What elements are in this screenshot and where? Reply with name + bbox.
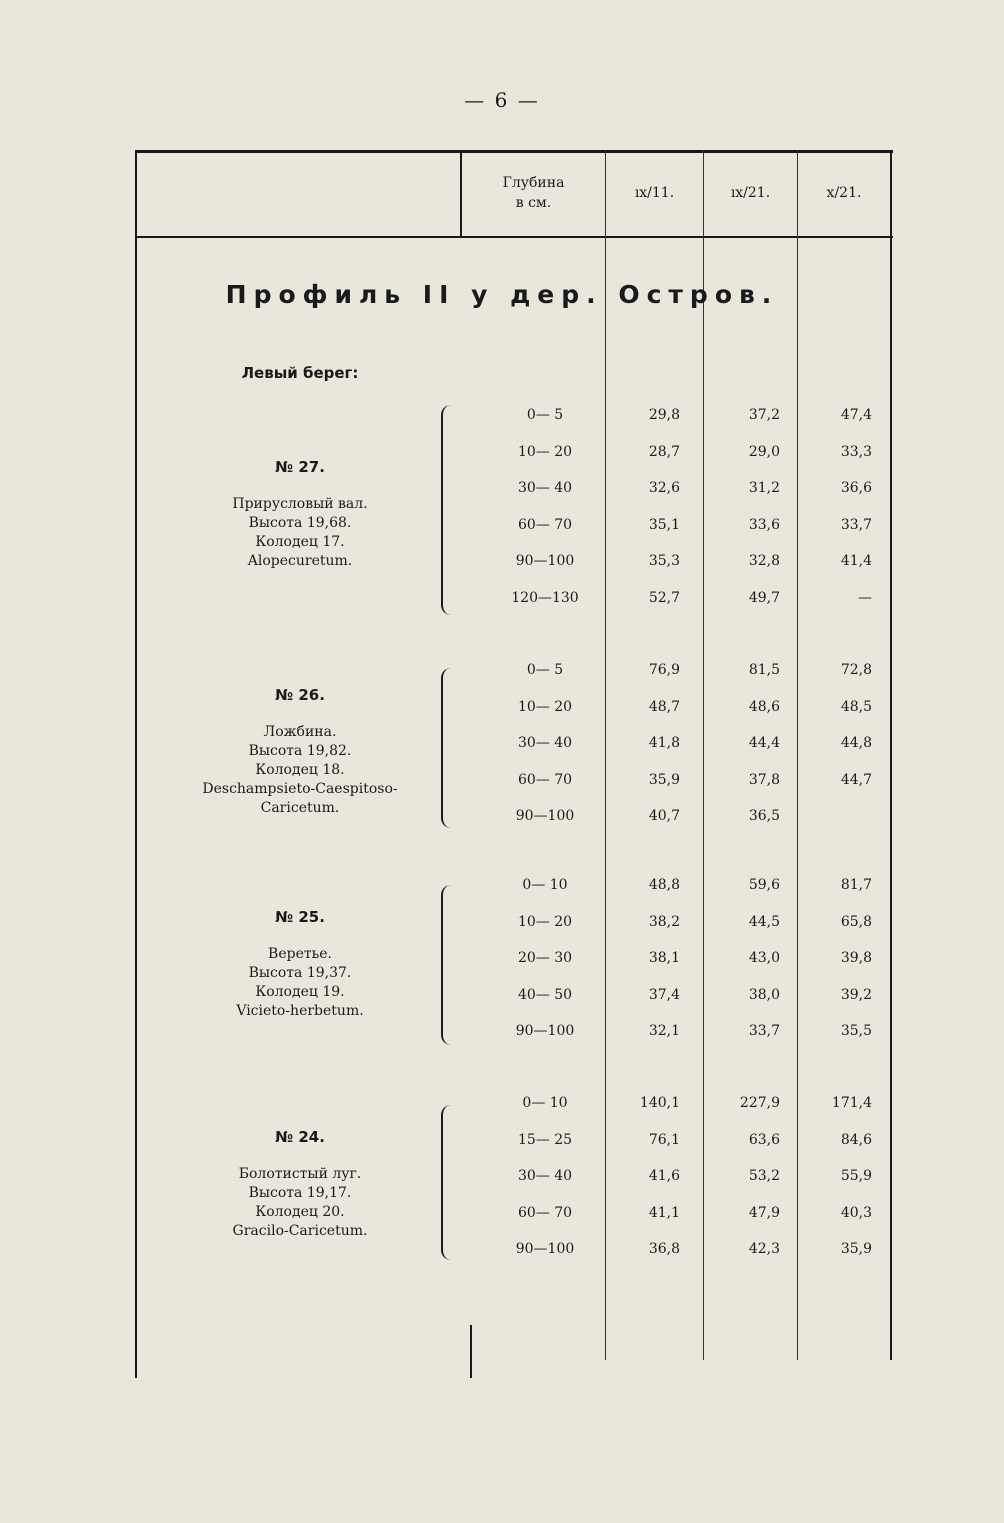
value-cell-c: 39,2 — [840, 986, 872, 1003]
header-col-b: ıx/21. — [730, 185, 771, 201]
group-line: Прирусловый вал. — [232, 496, 368, 512]
value-cell-b: 31,2 — [748, 480, 780, 496]
value-cell-b: 227,9 — [739, 1095, 780, 1111]
depth-cell: 30— 40 — [517, 735, 573, 751]
value-cell-b: 43,0 — [748, 950, 780, 966]
depth-cell: 10— 20 — [517, 698, 573, 715]
group-line: Колодец 17. — [255, 534, 345, 550]
left-border — [135, 150, 137, 1378]
value-cell-c: 33,3 — [840, 443, 872, 460]
group-line: Колодец 18. — [255, 762, 345, 778]
value-cell-b: 33,7 — [748, 1023, 780, 1039]
value-cell-a: 41,1 — [648, 1204, 680, 1221]
header-depth: Глубина в см. — [502, 175, 565, 211]
value-cell-b: 37,8 — [748, 771, 780, 788]
depth-cell: 0— 5 — [526, 407, 564, 423]
group-number: № 25. — [275, 908, 325, 926]
value-cell-b: 38,0 — [748, 986, 780, 1003]
depth-cell: 0— 5 — [526, 662, 564, 678]
brace — [441, 1105, 457, 1260]
value-cell-a: 32,1 — [648, 1023, 680, 1039]
value-cell-a: 35,9 — [648, 771, 680, 788]
value-cell-c: — — [858, 589, 872, 606]
bank-label: Левый берег: — [241, 364, 359, 382]
value-cell-b: 63,6 — [748, 1131, 780, 1148]
value-cell-a: 76,1 — [648, 1131, 680, 1148]
value-cell-a: 76,9 — [648, 662, 680, 678]
value-cell-b: 33,6 — [748, 516, 780, 533]
value-cell-c: 171,4 — [831, 1095, 872, 1111]
group-line: Caricetum. — [260, 800, 340, 816]
depth-cell: 15— 25 — [517, 1131, 573, 1148]
depth-cell: 120—130 — [511, 589, 579, 606]
value-cell-a: 41,8 — [648, 735, 680, 751]
depth-cell: 60— 70 — [517, 771, 573, 788]
value-cell-a: 140,1 — [639, 1095, 680, 1111]
stub-line — [470, 1325, 472, 1378]
value-cell-a: 48,7 — [648, 698, 680, 715]
value-cell-c: 65,8 — [840, 913, 872, 930]
value-cell-c: 33,7 — [840, 516, 872, 533]
group-label-27 — [140, 458, 460, 571]
depth-cell: 30— 40 — [517, 1168, 573, 1184]
right-border — [890, 150, 892, 1360]
group-label-24 — [140, 1128, 460, 1241]
value-cell-a: 37,4 — [648, 986, 680, 1003]
value-cell-b: 49,7 — [748, 589, 780, 606]
group-number: № 24. — [275, 1128, 325, 1146]
brace — [441, 668, 457, 828]
depth-cell: 90—100 — [515, 553, 575, 569]
value-cell-a: 36,8 — [648, 1241, 680, 1257]
value-cell-a: 32,6 — [648, 480, 680, 496]
group-line: Высота 19,68. — [248, 515, 352, 531]
value-cell-b: 36,5 — [748, 808, 780, 824]
value-cell-b: 37,2 — [748, 407, 780, 423]
group-line: Колодец 20. — [255, 1204, 345, 1220]
depth-cell: 90—100 — [515, 1241, 575, 1257]
depth-cell: 10— 20 — [517, 443, 573, 460]
value-cell-c: 35,5 — [840, 1023, 872, 1039]
group-line: Vicieto-herbetum. — [236, 1003, 364, 1019]
page-number: — 6 — — [464, 88, 540, 112]
value-cell-c: 48,5 — [840, 698, 872, 715]
group-line: Высота 19,17. — [248, 1185, 352, 1201]
value-cell-c: 44,7 — [840, 771, 872, 788]
value-cell-c: 36,6 — [840, 480, 872, 496]
group-line: Deschampsieto-Caespitoso- — [202, 781, 398, 797]
value-cell-a: 29,8 — [648, 407, 680, 423]
value-cell-b: 47,9 — [748, 1204, 780, 1221]
depth-cell: 10— 20 — [517, 913, 573, 930]
header-col-c: x/21. — [826, 185, 862, 201]
value-cell-c — [800, 806, 872, 826]
value-cell-a: 38,2 — [648, 913, 680, 930]
group-line: Высота 19,37. — [248, 965, 352, 981]
group-line: Gracilo-Caricetum. — [232, 1223, 368, 1239]
value-cell-c: 41,4 — [840, 553, 872, 569]
value-cell-c: 55,9 — [840, 1168, 872, 1184]
value-cell-b: 44,5 — [748, 913, 780, 930]
depth-cell: 90—100 — [515, 1023, 575, 1039]
value-cell-a: 40,7 — [648, 808, 680, 824]
group-line: Колодец 19. — [255, 984, 345, 1000]
page-title: Профиль II у дер. Остров. — [225, 280, 779, 309]
value-cell-c: 44,8 — [840, 735, 872, 751]
group-number: № 26. — [275, 686, 325, 704]
value-cell-a: 52,7 — [648, 589, 680, 606]
brace — [441, 885, 457, 1045]
group-line: Высота 19,82. — [248, 743, 352, 759]
value-cell-b: 53,2 — [748, 1168, 780, 1184]
header-rule — [135, 236, 893, 238]
group-line: Alopecuretum. — [247, 553, 353, 569]
brace — [441, 405, 457, 615]
value-cell-c: 35,9 — [840, 1241, 872, 1257]
value-cell-b: 81,5 — [748, 662, 780, 678]
column-divider-c — [797, 150, 798, 1360]
value-cell-b: 32,8 — [748, 553, 780, 569]
header-col-a: ıx/11. — [634, 185, 675, 201]
group-line: Болотистый луг. — [238, 1166, 362, 1182]
value-cell-b: 44,4 — [748, 735, 780, 751]
group-label-26 — [140, 686, 460, 818]
value-cell-a: 35,1 — [648, 516, 680, 533]
value-cell-c: 39,8 — [840, 950, 872, 966]
group-label-25 — [140, 908, 460, 1021]
value-cell-a: 48,8 — [648, 877, 680, 893]
value-cell-b: 59,6 — [748, 877, 780, 893]
depth-cell: 0— 10 — [522, 1095, 568, 1111]
value-cell-a: 35,3 — [648, 553, 680, 569]
value-cell-c: 47,4 — [840, 407, 872, 423]
value-cell-b: 48,6 — [748, 698, 780, 715]
depth-cell: 30— 40 — [517, 480, 573, 496]
depth-cell: 20— 30 — [517, 950, 573, 966]
depth-cell: 0— 10 — [522, 877, 568, 893]
value-cell-c: 84,6 — [840, 1131, 872, 1148]
group-line: Ложбина. — [263, 724, 337, 740]
group-number: № 27. — [275, 458, 325, 476]
value-cell-c: 40,3 — [840, 1204, 872, 1221]
value-cell-c: 72,8 — [840, 662, 872, 678]
value-cell-a: 28,7 — [648, 443, 680, 460]
value-cell-b: 42,3 — [748, 1241, 780, 1257]
value-cell-a: 38,1 — [648, 950, 680, 966]
group-line: Веретье. — [268, 946, 332, 962]
value-cell-c: 81,7 — [840, 877, 872, 893]
depth-cell: 40— 50 — [517, 986, 573, 1003]
depth-cell: 90—100 — [515, 808, 575, 824]
value-cell-a: 41,6 — [648, 1168, 680, 1184]
value-cell-b: 29,0 — [748, 443, 780, 460]
depth-cell: 60— 70 — [517, 1204, 573, 1221]
depth-cell: 60— 70 — [517, 516, 573, 533]
